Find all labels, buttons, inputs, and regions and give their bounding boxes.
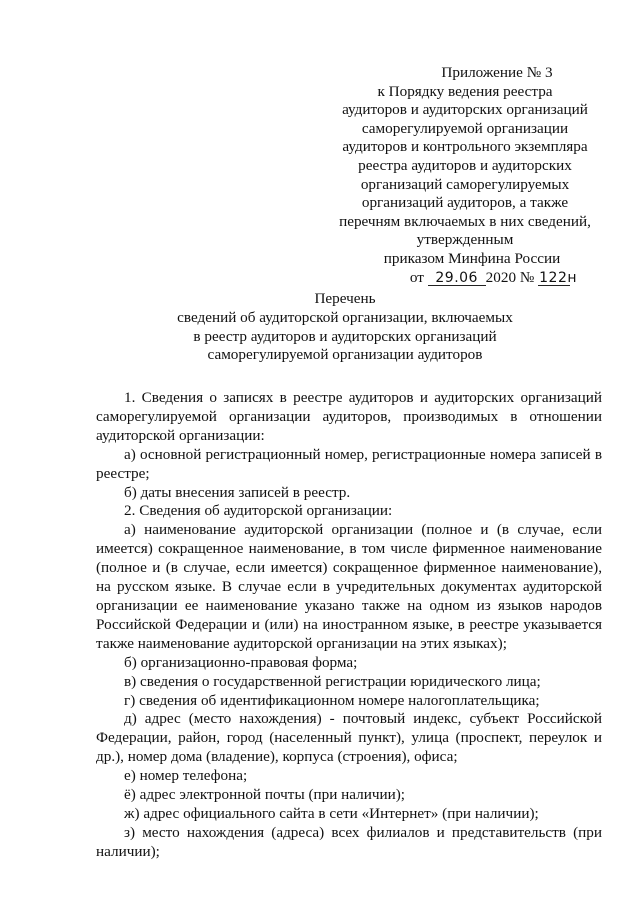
heading-subtitle: в реестр аудиторов и аудиторских организаций — [193, 327, 497, 345]
order-date-line — [318, 269, 612, 288]
date-prefix: от — [409, 268, 424, 286]
appendix-line: аудиторов и контрольного экземпляра — [342, 138, 588, 156]
appendix-line: организаций аудиторов, а также — [361, 194, 569, 212]
appendix-line: утвержденным — [416, 231, 514, 249]
paragraph: ё) адрес электронной почты (при наличии); — [124, 786, 406, 804]
document-heading — [120, 290, 570, 365]
handwritten-number: 122н — [539, 269, 578, 286]
paragraph: в) сведения о государственной регистрации юридического лица; — [124, 672, 541, 690]
paragraph: б) даты внесения записей в реестр. — [124, 483, 351, 501]
handwritten-date: 29.06 — [428, 271, 486, 286]
heading-subtitle: саморегулируемой организации аудиторов — [207, 346, 483, 364]
paragraph: г) сведения об идентификационном номере налогоплательщика; — [124, 691, 540, 709]
number-sign: № — [519, 268, 535, 286]
appendix-line: аудиторов и аудиторских организаций — [342, 101, 588, 119]
appendix-line: к Порядку ведения реестра — [377, 82, 553, 100]
heading-title: Перечень — [314, 290, 376, 307]
paragraph: а) наименование аудиторской организации (полное и (в случае, если имеется) сокращенное наименование, в том числе фирменное наименование (полное и (в случае, если имеется) сокращенное фирменное наименование), на русском языке. В случае если в учредительных документах аудиторской организации ее наименование указано также на одном из языков народов Российской Федерации и (или) на иностранном языке, в реестре указывается также наименование аудиторской организации на этих языках); — [96, 521, 602, 652]
heading-subtitle: сведений об аудиторской организации, включаемых — [177, 308, 513, 326]
document-body — [96, 389, 602, 862]
date-year: 2020 — [485, 268, 517, 286]
appendix-title: Приложение № 3 — [441, 64, 553, 81]
paragraph: 1. Сведения о записях в реестре аудиторов и аудиторских организаций саморегулируемой организации аудиторов, производимых в отношении аудиторской организации: — [96, 389, 602, 444]
appendix-line: реестра аудиторов и аудиторских — [358, 156, 572, 174]
paragraph: 2. Сведения об аудиторской организации: — [124, 502, 393, 520]
paragraph: е) номер телефона; — [124, 767, 248, 785]
appendix-line: организаций саморегулируемых — [360, 175, 570, 193]
appendix-line: перечням включаемых в них сведений, — [339, 212, 591, 230]
paragraph: ж) адрес официального сайта в сети «Интернет» (при наличии); — [124, 804, 539, 822]
order-reference: приказом Минфина России — [383, 249, 561, 267]
paragraph: д) адрес (место нахождения) - почтовый индекс, субъект Российской Федерации, район, город (населенный пункт), улица (проспект, переулок и др.), номер дома (владение), корпуса (строения), офиса; — [96, 710, 602, 766]
paragraph: а) основной регистрационный номер, регистрационные номера записей в реестре; — [96, 445, 602, 482]
appendix-line: саморегулируемой организации — [361, 119, 569, 137]
appendix-header — [318, 64, 612, 287]
paragraph: з) место нахождения (адреса) всех филиалов и представительств (при наличии); — [96, 823, 602, 860]
paragraph: б) организационно-правовая форма; — [124, 653, 358, 671]
